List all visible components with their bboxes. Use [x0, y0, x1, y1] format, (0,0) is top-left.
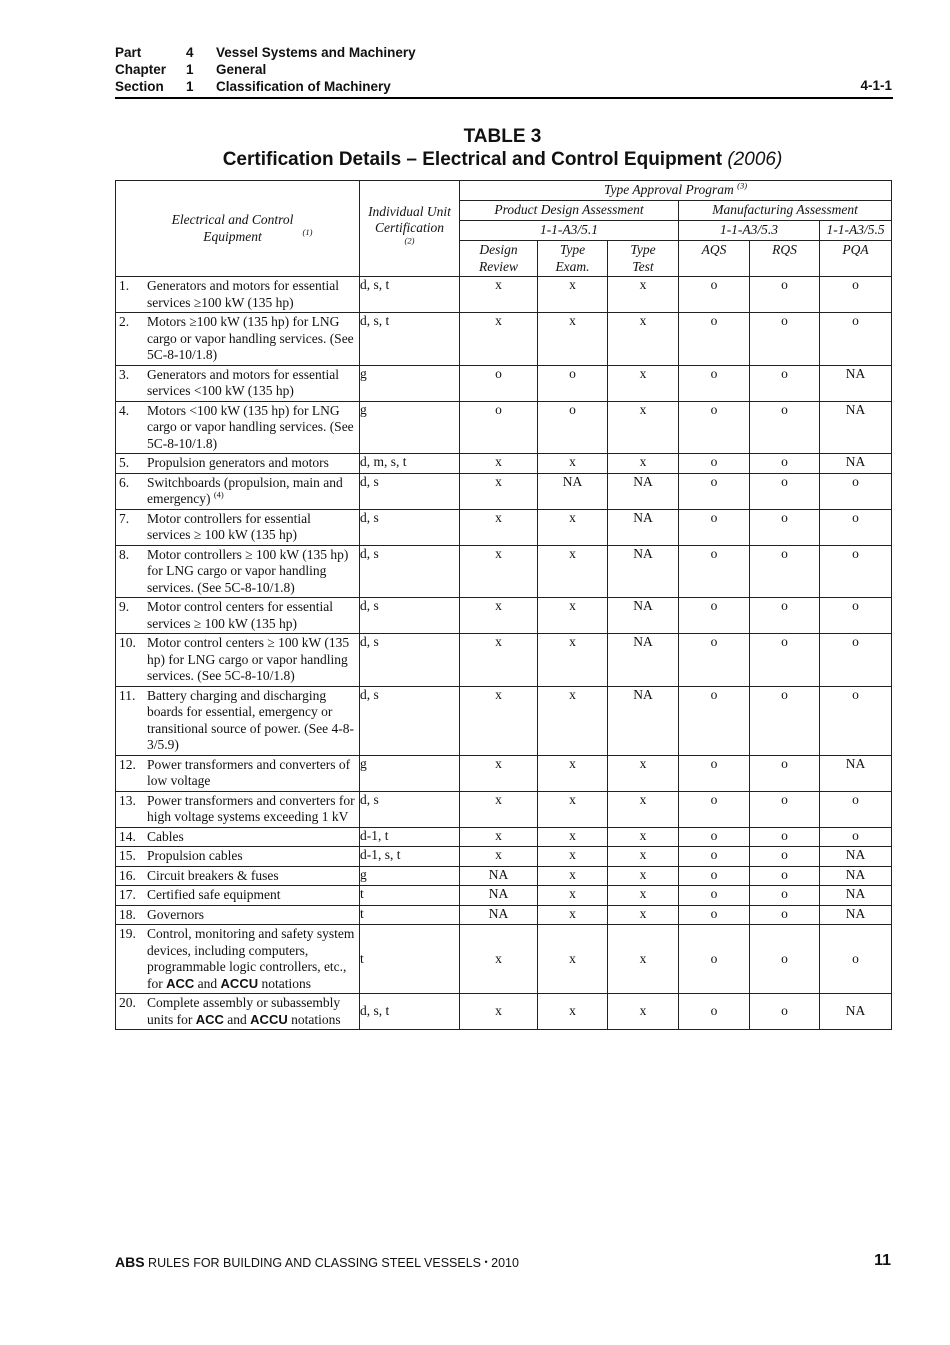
design-review-cell: NA [460, 866, 538, 886]
design-review-cell: x [460, 473, 538, 509]
type-exam-cell: x [538, 634, 608, 687]
pqa-cell: NA [820, 866, 892, 886]
design-review-cell: x [460, 277, 538, 313]
equipment-text: Governors [147, 906, 204, 922]
table-row [116, 866, 892, 886]
table-row [116, 686, 892, 755]
type-test-cell: x [608, 755, 679, 791]
pqa-cell: o [820, 634, 892, 687]
aqs-cell: o [679, 827, 750, 847]
aqs-cell: o [679, 365, 750, 401]
equipment-cell [116, 634, 360, 687]
footer-page-number: 11 [874, 1252, 891, 1269]
design-review-cell: x [460, 925, 538, 994]
header-chapter-key: Chapter [115, 62, 167, 77]
row-number: 19. [119, 926, 136, 941]
type-exam-cell: x [538, 313, 608, 366]
design-review-cell: x [460, 847, 538, 867]
equipment-text: Certified safe equipment [147, 887, 281, 902]
header-part-value: Vessel Systems and Machinery [216, 45, 416, 60]
table-row [116, 313, 892, 366]
design-review-cell: NA [460, 886, 538, 906]
row-number: 15. [119, 848, 136, 863]
type-test-cell: x [608, 847, 679, 867]
col-header-pda: Product Design Assessment [460, 201, 679, 221]
pqa-cell: NA [820, 886, 892, 906]
col-header-pqa: PQA [820, 241, 892, 277]
col-header-ref-ma1: 1-1-A3/5.3 [679, 221, 820, 241]
aqs-cell: o [679, 847, 750, 867]
row-number: 13. [119, 792, 136, 808]
type-test-cell: x [608, 994, 679, 1030]
equipment-text: Motors ≥100 kW (135 hp) for LNG cargo or vapor handling services. (See 5C-8-10/1.8) [147, 314, 354, 362]
design-review-cell: x [460, 686, 538, 755]
unit-certification-cell: d, s, t [360, 277, 460, 313]
type-exam-cell: NA [538, 473, 608, 509]
row-number: 7. [119, 510, 130, 526]
row-number: 6. [119, 474, 130, 490]
table-row [116, 365, 892, 401]
pqa-cell: NA [820, 365, 892, 401]
unit-certification-cell: t [360, 905, 460, 925]
equipment-cell [116, 313, 360, 366]
equipment-text: Power transformers and converters of low voltage [147, 756, 351, 788]
table-row [116, 791, 892, 827]
header-section-num: 1 [186, 79, 194, 94]
equipment-text: Cables [147, 828, 184, 844]
type-exam-cell: x [538, 925, 608, 994]
row-number: 16. [119, 867, 136, 883]
table-row [116, 827, 892, 847]
table-subtitle-text: Certification Details – Electrical and Control Equipment [222, 149, 723, 170]
equipment-cell [116, 598, 360, 634]
design-review-cell: o [460, 401, 538, 454]
equipment-cell [116, 827, 360, 847]
aqs-cell: o [679, 905, 750, 925]
equipment-text: Circuit breakers & fuses [147, 867, 279, 883]
equipment-cell [116, 905, 360, 925]
rqs-cell: o [750, 847, 820, 867]
header-section-value: Classification of Machinery [216, 79, 391, 94]
type-exam-cell: x [538, 545, 608, 598]
col-header-unit-cert: Individual Unit Certification$^{(2)}$ [360, 181, 460, 277]
aqs-cell: o [679, 509, 750, 545]
col-header-type-exam: Type Exam. [538, 241, 608, 277]
table-row [116, 994, 892, 1030]
type-test-cell: x [608, 905, 679, 925]
table-body [116, 277, 892, 1030]
rqs-cell: o [750, 365, 820, 401]
aqs-cell: o [679, 634, 750, 687]
unit-certification-cell: g [360, 401, 460, 454]
table-subtitle [0, 149, 950, 171]
unit-certification-cell: t [360, 886, 460, 906]
unit-certification-cell: g [360, 866, 460, 886]
col-header-ma: Manufacturing Assessment [679, 201, 892, 221]
type-test-cell: NA [608, 634, 679, 687]
certification-table [115, 180, 892, 1030]
unit-certification-cell: d-1, s, t [360, 847, 460, 867]
aqs-cell: o [679, 598, 750, 634]
equipment-text: Motor controllers ≥ 100 kW (135 hp) for LNG cargo or vapor handling services. (See 5C-8-10/1.8) [147, 546, 349, 595]
row-number: 9. [119, 599, 130, 614]
pqa-cell: NA [820, 847, 892, 867]
pqa-cell: o [820, 277, 892, 313]
pqa-cell: o [820, 925, 892, 994]
unit-certification-cell: d, s [360, 509, 460, 545]
equipment-cell [116, 454, 360, 474]
rqs-cell: o [750, 755, 820, 791]
design-review-cell: x [460, 827, 538, 847]
col-header-design-review: Design Review [460, 241, 538, 277]
header-section-key: Section [115, 79, 164, 94]
rqs-cell: o [750, 634, 820, 687]
unit-certification-cell: d, s [360, 686, 460, 755]
aqs-cell: o [679, 401, 750, 454]
rqs-cell: o [750, 686, 820, 755]
design-review-cell: x [460, 454, 538, 474]
aqs-cell: o [679, 313, 750, 366]
equipment-text: Motor control centers for essential services ≥ 100 kW (135 hp) [147, 599, 333, 631]
pqa-cell: o [820, 509, 892, 545]
type-exam-cell: x [538, 905, 608, 925]
table-row [116, 454, 892, 474]
row-number: 14. [119, 828, 136, 844]
unit-certification-cell: d, s, t [360, 313, 460, 366]
rqs-cell: o [750, 925, 820, 994]
header-chapter-value: General [216, 62, 267, 77]
pqa-cell: o [820, 545, 892, 598]
aqs-cell: o [679, 545, 750, 598]
pqa-cell: NA [820, 905, 892, 925]
unit-certification-cell: d, s [360, 545, 460, 598]
equipment-cell [116, 686, 360, 755]
aqs-cell: o [679, 473, 750, 509]
type-exam-cell: x [538, 454, 608, 474]
rqs-cell: o [750, 827, 820, 847]
type-test-cell: x [608, 925, 679, 994]
type-exam-cell: o [538, 365, 608, 401]
rqs-cell: o [750, 866, 820, 886]
type-test-cell: x [608, 277, 679, 313]
type-exam-cell: x [538, 994, 608, 1030]
pqa-cell: o [820, 827, 892, 847]
equipment-cell [116, 401, 360, 454]
design-review-cell: x [460, 994, 538, 1030]
col-header-type-test: Type Test [608, 241, 679, 277]
pqa-cell: NA [820, 755, 892, 791]
unit-certification-cell: d, s [360, 634, 460, 687]
unit-certification-cell: d, m, s, t [360, 454, 460, 474]
unit-certification-cell: d, s, t [360, 994, 460, 1030]
row-number: 10. [119, 635, 136, 650]
table-row [116, 634, 892, 687]
header-part-num: 4 [186, 45, 194, 60]
row-number: 11. [119, 687, 136, 703]
equipment-cell [116, 994, 360, 1030]
type-test-cell: NA [608, 598, 679, 634]
unit-certification-cell: g [360, 755, 460, 791]
design-review-cell: x [460, 598, 538, 634]
row-number: 3. [119, 366, 130, 382]
pqa-cell: o [820, 473, 892, 509]
table-row [116, 277, 892, 313]
table-row [116, 886, 892, 906]
rqs-cell: o [750, 509, 820, 545]
table-row [116, 905, 892, 925]
table-row [116, 473, 892, 509]
table-row [116, 847, 892, 867]
table-row [116, 755, 892, 791]
table-row [116, 509, 892, 545]
type-exam-cell: x [538, 827, 608, 847]
unit-certification-cell: g [360, 365, 460, 401]
equipment-text: Generators and motors for essential services <100 kW (135 hp) [147, 366, 339, 398]
aqs-cell: o [679, 454, 750, 474]
rqs-cell: o [750, 313, 820, 366]
table-subtitle-year: (2006) [727, 149, 783, 170]
table-row [116, 598, 892, 634]
footer-title [115, 1254, 519, 1270]
pqa-cell: o [820, 598, 892, 634]
type-test-cell: NA [608, 509, 679, 545]
row-number: 12. [119, 756, 136, 772]
type-exam-cell: o [538, 401, 608, 454]
rqs-cell: o [750, 886, 820, 906]
equipment-cell [116, 886, 360, 906]
unit-certification-cell: d, s [360, 791, 460, 827]
type-exam-cell: x [538, 686, 608, 755]
type-test-cell: x [608, 454, 679, 474]
row-number: 5. [119, 455, 130, 470]
type-exam-cell: x [538, 886, 608, 906]
type-test-cell: x [608, 791, 679, 827]
design-review-cell: x [460, 545, 538, 598]
rqs-cell: o [750, 598, 820, 634]
type-test-cell: x [608, 827, 679, 847]
header-part-key: Part [115, 45, 142, 60]
equipment-text: Motor controllers for essential services ≥ 100 kW (135 hp) [147, 510, 311, 542]
unit-certification-cell: t [360, 925, 460, 994]
pqa-cell: NA [820, 401, 892, 454]
table-row [116, 545, 892, 598]
design-review-cell: x [460, 755, 538, 791]
design-review-cell: x [460, 509, 538, 545]
col-header-type-approval: Type Approval Program $^{(3)}$ [460, 181, 892, 201]
page-reference: 4-1-1 [860, 78, 892, 93]
aqs-cell: o [679, 755, 750, 791]
rqs-cell: o [750, 454, 820, 474]
design-review-cell: NA [460, 905, 538, 925]
equipment-cell [116, 791, 360, 827]
equipment-text: Propulsion cables [147, 848, 243, 863]
rqs-cell: o [750, 791, 820, 827]
equipment-text: Battery charging and discharging boards for essential, emergency or transitional source of power. (See 4-8-3/5.9) [147, 687, 354, 752]
design-review-cell: x [460, 634, 538, 687]
pqa-cell: o [820, 313, 892, 366]
type-exam-cell: x [538, 598, 608, 634]
equipment-cell [116, 925, 360, 994]
pqa-cell: NA [820, 994, 892, 1030]
aqs-cell: o [679, 925, 750, 994]
footer-text: RULES FOR BUILDING AND CLASSING STEEL VESSELS [148, 1256, 482, 1270]
type-exam-cell: x [538, 866, 608, 886]
aqs-cell: o [679, 277, 750, 313]
aqs-cell: o [679, 686, 750, 755]
aqs-cell: o [679, 791, 750, 827]
type-test-cell: x [608, 313, 679, 366]
equipment-text: Motor control centers ≥ 100 kW (135 hp) for LNG cargo or vapor handling services. (See 5C-8-10/1.8) [147, 635, 350, 683]
col-header-ref-pda: 1-1-A3/5.1 [460, 221, 679, 241]
row-number: 1. [119, 278, 130, 293]
type-test-cell: NA [608, 473, 679, 509]
equipment-text: Motors <100 kW (135 hp) for LNG cargo or vapor handling services. (See 5C-8-10/1.8) [147, 402, 354, 451]
aqs-cell: o [679, 886, 750, 906]
design-review-cell: o [460, 365, 538, 401]
table-title: TABLE 3 [463, 126, 542, 147]
equipment-cell [116, 755, 360, 791]
col-header-rqs: RQS [750, 241, 820, 277]
col-header-equipment: Electrical and Control Equipment $^{(1)}$ [116, 181, 360, 277]
page-header [115, 44, 893, 99]
rqs-cell: o [750, 277, 820, 313]
rqs-cell: o [750, 905, 820, 925]
equipment-text: Propulsion generators and motors [147, 455, 329, 470]
row-number: 4. [119, 402, 130, 418]
equipment-text: Generators and motors for essential services ≥100 kW (135 hp) [147, 278, 339, 310]
design-review-cell: x [460, 313, 538, 366]
row-number: 20. [119, 995, 136, 1010]
aqs-cell: o [679, 994, 750, 1030]
unit-certification-cell: d, s [360, 598, 460, 634]
pqa-cell: o [820, 686, 892, 755]
row-number: 17. [119, 887, 136, 902]
design-review-cell: x [460, 791, 538, 827]
rqs-cell: o [750, 401, 820, 454]
unit-certification-cell: d, s [360, 473, 460, 509]
type-exam-cell: x [538, 509, 608, 545]
equipment-cell [116, 509, 360, 545]
type-test-cell: NA [608, 686, 679, 755]
equipment-text: Complete assembly or subassembly units for ACC and ACCU notations [147, 995, 341, 1027]
equipment-text: Switchboards (propulsion, main and emergency) $^{(4)}$ [147, 474, 343, 506]
footer-year: 2010 [491, 1256, 519, 1270]
pqa-cell: o [820, 791, 892, 827]
type-exam-cell: x [538, 847, 608, 867]
footer-bullet: • [484, 1257, 488, 1267]
equipment-cell [116, 365, 360, 401]
table-row [116, 401, 892, 454]
type-test-cell: x [608, 866, 679, 886]
unit-certification-cell: d-1, t [360, 827, 460, 847]
type-test-cell: x [608, 886, 679, 906]
type-exam-cell: x [538, 277, 608, 313]
rqs-cell: o [750, 545, 820, 598]
col-header-aqs: AQS [679, 241, 750, 277]
row-number: 8. [119, 546, 130, 562]
table-row [116, 925, 892, 994]
equipment-cell [116, 473, 360, 509]
header-chapter-num: 1 [186, 62, 194, 77]
type-test-cell: NA [608, 545, 679, 598]
pqa-cell: NA [820, 454, 892, 474]
row-number: 2. [119, 314, 130, 329]
col-header-ref-ma2: 1-1-A3/5.5 [820, 221, 892, 241]
type-exam-cell: x [538, 755, 608, 791]
row-number: 18. [119, 906, 136, 922]
type-test-cell: x [608, 365, 679, 401]
type-exam-cell: x [538, 791, 608, 827]
aqs-cell: o [679, 866, 750, 886]
type-test-cell: x [608, 401, 679, 454]
equipment-cell [116, 866, 360, 886]
equipment-text: Control, monitoring and safety system devices, including computers, programmable logic controllers, etc., for ACC and ACCU notations [147, 926, 355, 991]
rqs-cell: o [750, 473, 820, 509]
equipment-cell [116, 277, 360, 313]
equipment-text: Power transformers and converters for high voltage systems exceeding 1 kV [147, 792, 355, 824]
rqs-cell: o [750, 994, 820, 1030]
footer-org: ABS [115, 1254, 145, 1270]
equipment-cell [116, 847, 360, 867]
equipment-cell [116, 545, 360, 598]
